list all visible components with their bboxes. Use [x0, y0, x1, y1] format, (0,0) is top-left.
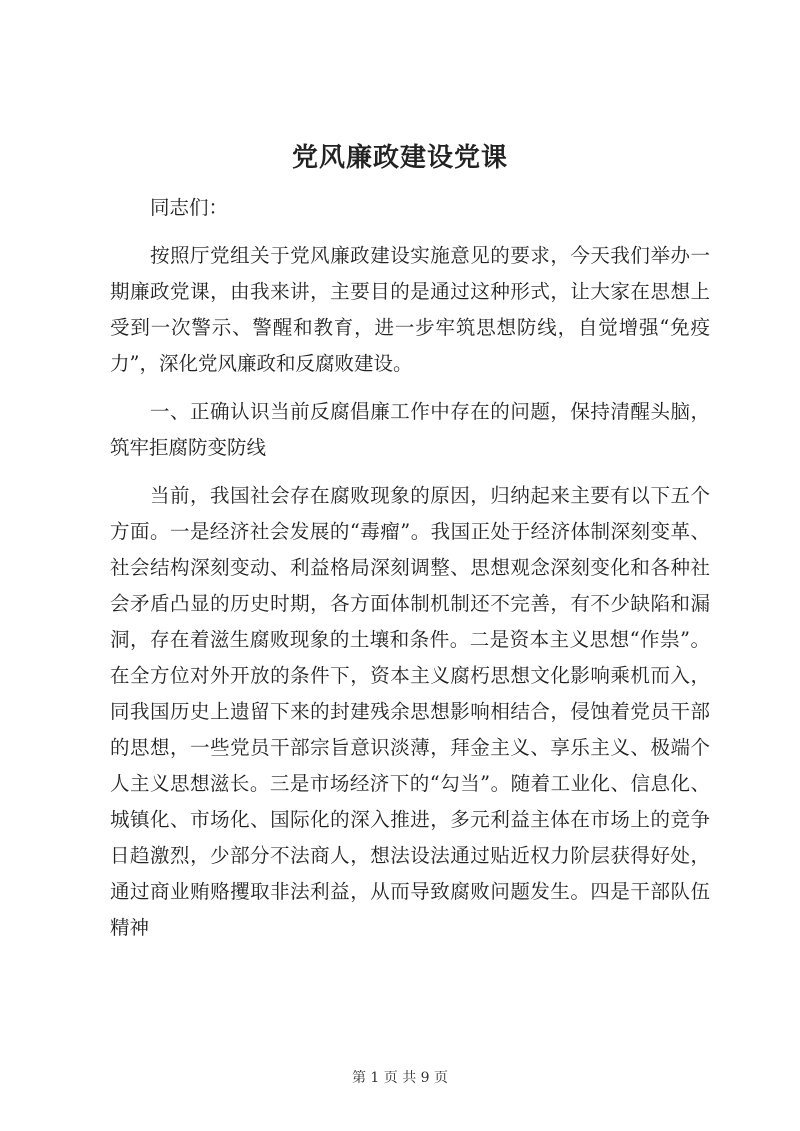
paragraph-intro: 按照厅党组关于党风廉政建设实施意见的要求，今天我们举办一期廉政党课，由我来讲，主要目的是通过这种形式，让大家在思想上受到一次警示、警醒和教育，进一步牢筑思想防线，自觉增强“免疫力”，深化党风廉政和反腐败建设。: [110, 244, 710, 375]
salutation: 同志们：: [150, 196, 229, 219]
paragraph-causes: 当前，我国社会存在腐败现象的原因，归纳起来主要有以下五个方面。一是经济社会发展的“毒瘤”。我国正处于经济体制深刻变革、社会结构深刻变动、利益格局深刻调整、思想观念深刻变化和各种社会矛盾凸显的历史时期，各方面体制机制还不完善，有不少缺陷和漏洞，存在着滋生腐败现象的土壤和条件。二是资本主义思想“作祟”。在全方位对外开放的条件下，资本主义腐朽思想文化影响乘机而入，同我国历史上遗留下来的封建残余思想影响相结合，侵蚀着党员干部的思想，一些党员干部宗旨意识淡薄，拜金主义、享乐主义、极端个人主义思想滋长。三是市场经济下的“勾当”。随着工业化、信息化、城镇化、市场化、国际化的深入推进，多元利益主体在市场上的竞争日趋激烈，少部分不法商人，想法设法通过贴近权力阶层获得好处，通过商业贿赂攫取非法利益，从而导致腐败问题发生。四是干部队伍精神: [110, 484, 710, 939]
document-title: 党风廉政建设党课: [291, 143, 508, 173]
section-heading-1: 一、正确认识当前反腐倡廉工作中存在的问题，保持清醒头脑，筑牢拒腐防变防线: [110, 400, 710, 459]
document-body: [110, 190, 710, 958]
page-number-footer: 第 1 页 共 9 页: [351, 1070, 449, 1086]
